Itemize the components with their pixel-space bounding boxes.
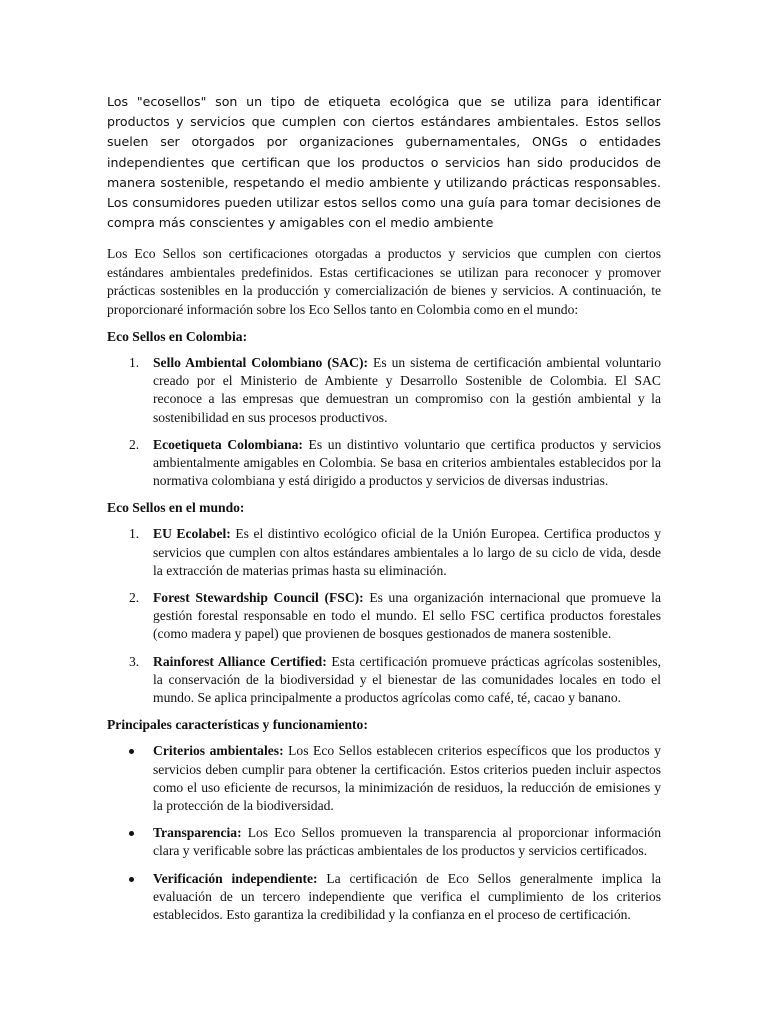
list-item (107, 870, 661, 925)
item-term: Criterios ambientales: (153, 743, 284, 759)
caracteristicas-list (107, 742, 661, 924)
list-number: 2. (129, 436, 140, 452)
item-term: EU Ecolabel: (153, 526, 231, 542)
section-heading-colombia: Eco Sellos en Colombia: (107, 329, 248, 345)
bullet-icon (129, 749, 134, 754)
list-number: 2. (129, 590, 140, 606)
intro-paragraph: Los "ecosellos" son un tipo de etiqueta ecológica que se utiliza para identificar productos y servicios que cumplen con ciertos estándares ambientales. Estos sellos suelen ser otorgados por organizaciones gubernamentales, ONGs o entidades independientes que certifican que los productos o servicios han sido producidos de manera sostenible, respetando el medio ambiente y utilizando prácticas responsables. Los consumidores pueden utilizar estos sellos como una guía para tomar decisiones de compra más conscientes y amigables con el medio ambiente (107, 94, 661, 231)
item-text: Es el distintivo ecológico oficial de la Unión Europea. Certifica productos y servicios que cumplen con altos estándares ambientales a lo largo de su ciclo de vida, desde la extracción de materias primas hasta su eliminación. (153, 526, 661, 578)
mundo-list (107, 525, 661, 707)
bullet-icon (129, 831, 134, 836)
list-item (107, 653, 661, 708)
item-term: Rainforest Alliance Certified: (153, 653, 327, 669)
bullet-icon (129, 877, 134, 882)
item-term: Sello Ambiental Colombiano (SAC): (153, 355, 369, 371)
list-number: 1. (129, 526, 140, 542)
item-term: Ecoetiqueta Colombiana: (153, 436, 303, 452)
list-item (107, 742, 661, 815)
list-number: 1. (129, 355, 140, 371)
document-page (107, 92, 661, 933)
item-text: Los Eco Sellos promueven la transparencia al proporcionar información clara y verificable sobre las prácticas ambientales de los productos y servicios certificados. (153, 825, 661, 859)
list-item (107, 525, 661, 580)
item-term: Transparencia: (153, 825, 242, 841)
item-text: La certificación de Eco Sellos generalmente implica la evaluación de un tercero independiente que verifica el cumplimiento de los criterios establecidos. Esto garantiza la credibilidad y la confianza en el proceso de certificación. (153, 870, 662, 922)
colombia-list (107, 354, 661, 490)
item-text: Es un distintivo voluntario que certifica productos y servicios ambientalmente amigables en Colombia. Se basa en criterios ambientales establecidos por la normativa colombiana y está dirigido a productos y servicios de diversas industrias. (153, 436, 661, 489)
overview-paragraph: Los Eco Sellos son certificaciones otorgadas a productos y servicios que cumplen con ciertos estándares ambientales predefinidos. Estas certificaciones se utilizan para reconocer y promover prácticas sostenibles en la producción y comercialización de bienes y servicios. A continuación, te proporcionaré información sobre los Eco Sellos tanto en Colombia como en el mundo: (107, 246, 661, 317)
item-term: Verificación independiente: (153, 870, 318, 886)
list-item (107, 589, 661, 644)
section-heading-mundo: Eco Sellos en el mundo: (107, 500, 245, 516)
item-text: Es un sistema de certificación ambiental voluntario creado por el Ministerio de Ambiente y Desarrollo Sostenible de Colombia. El SAC reconoce a las empresas que demuestran un compromiso con la gestión ambiental y la sostenibilidad en sus procesos productivos. (153, 355, 661, 425)
item-text: Es una organización internacional que promueve la gestión forestal responsable en todo el mundo. El sello FSC certifica productos forestales (como madera y papel) que provienen de bosques gestionados de manera sostenible. (153, 590, 661, 642)
list-item (107, 824, 661, 860)
item-term: Forest Stewardship Council (FSC): (153, 590, 364, 606)
item-text: Los Eco Sellos establecen criterios específicos que los productos y servicios deben cumplir para obtener la certificación. Estos criterios pueden incluir aspectos como el uso eficiente de recursos, la minimización de residuos, la reducción de emisiones y la protección de la biodiversidad. (153, 743, 661, 813)
section-heading-caracteristicas: Principales características y funcionamiento: (107, 717, 368, 733)
list-item (107, 436, 661, 491)
list-item (107, 354, 661, 427)
item-text: Esta certificación promueve prácticas agrícolas sostenibles, la conservación de la biodiversidad y el bienestar de las comunidades locales en todo el mundo. Se aplica principalmente a productos agrícolas como café, té, cacao y banano. (153, 653, 661, 706)
list-number: 3. (129, 653, 140, 669)
